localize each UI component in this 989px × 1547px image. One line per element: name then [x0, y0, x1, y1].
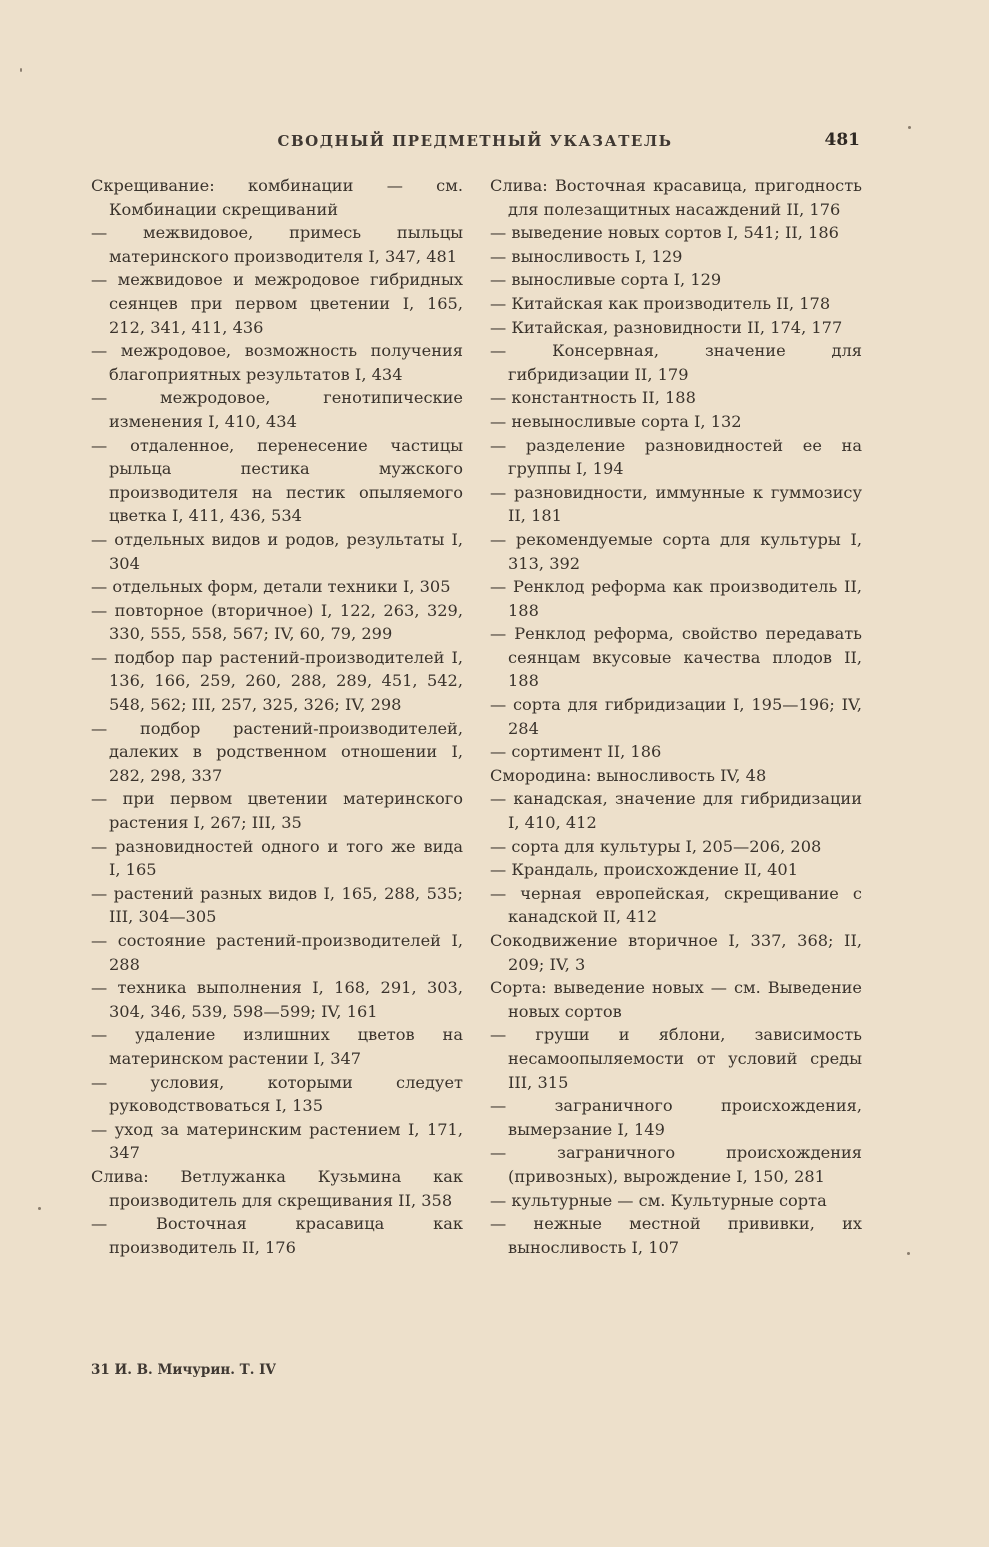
index-entry: — невыносливые сорта I, 132	[490, 411, 742, 431]
index-entry: — отдельных видов и родов, результаты I, 304	[91, 529, 463, 573]
index-entry: — груши и яблони, зависимость несамоопыляемости от условий среды III, 315	[490, 1025, 862, 1092]
index-entry: — сорта для культуры I, 205—206, 208	[490, 836, 822, 856]
index-entry: — отдаленное, перенесение частицы рыльца пестика мужского производителя на пестик опыляемого цветка I, 411, 436, 534	[91, 435, 463, 526]
index-entry: — разделение разновидностей ее на группы I, 194	[490, 435, 862, 479]
index-entry: — межродовое, возможность получения благоприятных результатов I, 434	[91, 341, 463, 384]
printer-signature: 31 И. В. Мичурин. Т. IV	[91, 1362, 276, 1378]
index-column-left	[91, 174, 463, 1259]
scan-speck	[20, 68, 22, 72]
index-entry: — подбор пар растений-производителей I, 136, 166, 259, 260, 288, 289, 451, 542, 548, 562; III, 257, 325, 326; IV, 298	[91, 647, 463, 715]
index-entry: — рекомендуемые сорта для культуры I, 313, 392	[490, 529, 862, 573]
index-entry: Слива: Ветлужанка Кузьмина как производитель для скрещивания II, 358	[91, 1166, 463, 1210]
index-entry: — условия, которыми следует руководствоваться I, 135	[91, 1072, 463, 1116]
index-entry: — состояние растений-производителей I, 288	[91, 931, 463, 974]
index-entry: — уход за материнским растением I, 171, 347	[91, 1119, 463, 1163]
index-entry: Смородина: выносливость IV, 48	[490, 765, 767, 785]
index-entry: — межвидовое, примесь пыльцы материнского производителя I, 347, 481	[91, 223, 463, 266]
index-entry: — растений разных видов I, 165, 288, 535; III, 304—305	[91, 883, 463, 927]
index-entry: — разновидностей одного и того же вида I, 165	[91, 836, 463, 880]
index-entry: — при первом цветении материнского растения I, 267; III, 35	[91, 789, 463, 833]
index-entry: Скрещивание: комбинации — см. Комбинации скрещиваний	[91, 176, 463, 219]
index-entry: — константность II, 188	[490, 388, 696, 408]
index-entry: — межродовое, генотипические изменения I, 410, 434	[91, 388, 463, 431]
scan-speck	[38, 1207, 41, 1210]
index-entry: — культурные — см. Культурные сорта	[490, 1190, 827, 1210]
index-entry: — выносливые сорта I, 129	[490, 270, 722, 290]
running-header	[90, 132, 860, 156]
index-entry: — Консервная, значение для гибридизации II, 179	[490, 341, 862, 384]
index-entry: — Ренклод реформа как производитель II, 188	[490, 577, 862, 620]
scan-speck	[908, 126, 911, 129]
index-entry: — техника выполнения I, 168, 291, 303, 304, 346, 539, 598—599; IV, 161	[91, 978, 463, 1021]
index-entry: — Китайская, разновидности II, 174, 177	[490, 317, 843, 337]
index-entry: — Китайская как производитель II, 178	[490, 293, 831, 313]
index-entry: Слива: Восточная красавица, пригодность для полезащитных насаждений II, 176	[490, 176, 862, 219]
index-column-right	[490, 174, 862, 1259]
index-entry: Сорта: выведение новых — см. Выведение новых сортов	[490, 978, 862, 1021]
index-entry: — выносливость I, 129	[490, 246, 683, 266]
index-entry: — повторное (вторичное) I, 122, 263, 329, 330, 555, 558, 567; IV, 60, 79, 299	[91, 600, 463, 644]
index-entry: — Восточная красавица как производитель II, 176	[91, 1214, 463, 1257]
index-entry: — заграничного происхождения, вымерзание I, 149	[490, 1096, 862, 1139]
index-entry: Сокодвижение вторичное I, 337, 368; II, 209; IV, 3	[490, 931, 862, 974]
header-title: СВОДНЫЙ ПРЕДМЕТНЫЙ УКАЗАТЕЛЬ	[277, 132, 673, 150]
index-entry: — межвидовое и межродовое гибридных сеянцев при первом цветении I, 165, 212, 341, 411, 436	[91, 270, 463, 337]
index-entry: — выведение новых сортов I, 541; II, 186	[490, 223, 839, 243]
index-entry: — заграничного происхождения (привозных), вырождение I, 150, 281	[490, 1143, 862, 1186]
index-entry: — Крандаль, происхождение II, 401	[490, 860, 799, 880]
index-entry: — отдельных форм, детали техники I, 305	[91, 577, 451, 597]
index-entry: — подбор растений-производителей, далеких в родственном отношении I, 282, 298, 337	[91, 718, 463, 785]
index-entry: — Ренклод реформа, свойство передавать сеянцам вкусовые качества плодов II, 188	[490, 624, 862, 691]
index-entry: — удаление излишних цветов на материнском растении I, 347	[91, 1025, 463, 1068]
scan-speck	[907, 1252, 910, 1255]
index-entry: — черная европейская, скрещивание с канадской II, 412	[490, 883, 862, 927]
index-entry: — сортимент II, 186	[490, 742, 662, 762]
index-entry: — нежные местной прививки, их выносливость I, 107	[490, 1214, 862, 1257]
index-entry: — разновидности, иммунные к гуммозису II, 181	[490, 482, 862, 526]
page-number: 481	[824, 130, 860, 150]
index-entry: — канадская, значение для гибридизации I, 410, 412	[490, 789, 862, 833]
index-entry: — сорта для гибридизации I, 195—196; IV, 284	[490, 695, 862, 738]
